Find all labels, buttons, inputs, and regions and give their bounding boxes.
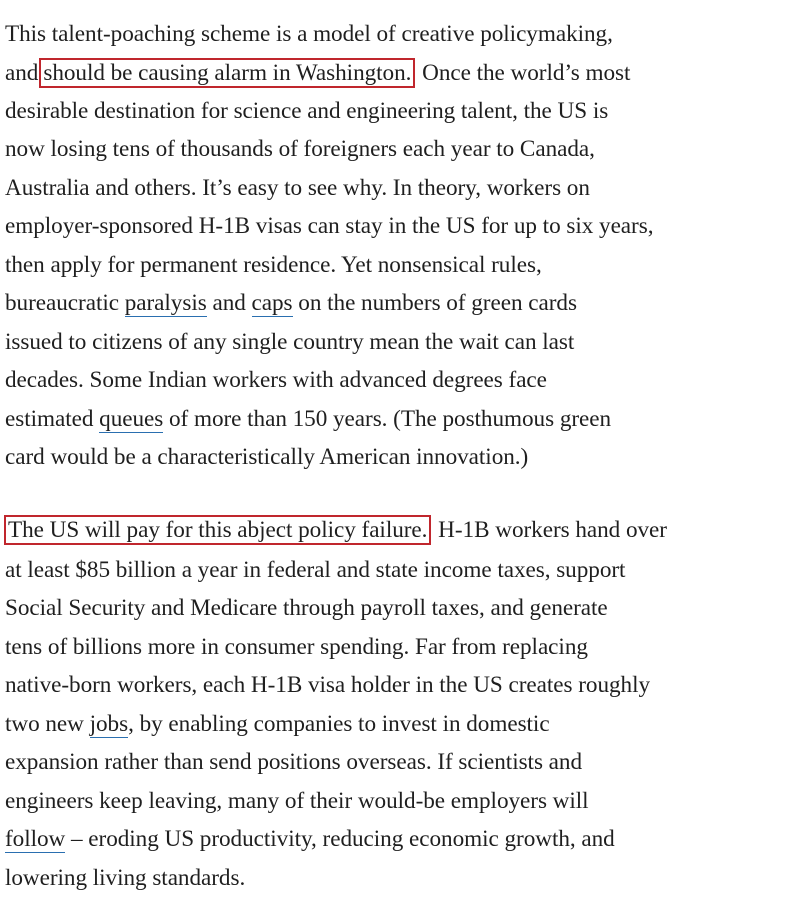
link-queues[interactable]: queues — [99, 406, 164, 432]
text-line: This talent-poaching scheme is a model of creative policymaking, — [5, 21, 613, 47]
text-line: native-born workers, each H-1B visa holder in the US creates roughly — [5, 672, 651, 698]
text-line: issued to citizens of any single country mean the wait can last — [5, 329, 575, 355]
text-line: card would be a characteristically American innovation.) — [5, 444, 529, 470]
text-line: at least $85 billion a year in federal and state income taxes, support — [5, 557, 626, 583]
text-fragment: H-1B workers hand over — [432, 517, 667, 543]
text-fragment: , by enabling companies to invest in domestic — [128, 711, 550, 737]
link-caps[interactable]: caps — [251, 290, 293, 316]
text-line: employer-sponsored H-1B visas can stay in the US for up to six years, — [5, 213, 654, 239]
text-line: Australia and others. It’s easy to see why. In theory, workers on — [5, 175, 590, 201]
text-line: lowering living standards. — [5, 865, 246, 891]
text-fragment: on the numbers of green cards — [292, 290, 577, 316]
text-fragment: and — [5, 60, 39, 86]
link-follow[interactable]: follow — [5, 826, 66, 852]
text-line — [5, 821, 615, 857]
text-line: decades. Some Indian workers with advanced degrees face — [5, 367, 547, 393]
text-line: expansion rather than send positions overseas. If scientists and — [5, 749, 582, 775]
text-fragment: bureaucratic — [5, 290, 125, 316]
text-line — [5, 285, 577, 321]
text-line: tens of billions more in consumer spending. Far from replacing — [5, 634, 588, 660]
text-fragment: – eroding US productivity, reducing economic growth, and — [65, 826, 615, 852]
link-paralysis[interactable]: paralysis — [124, 290, 207, 316]
text-fragment: two new — [5, 711, 90, 737]
text-line — [3, 512, 667, 548]
text-line — [5, 55, 630, 91]
text-line: then apply for permanent residence. Yet nonsensical rules, — [5, 252, 542, 278]
link-jobs[interactable]: jobs — [89, 711, 129, 737]
text-line — [5, 706, 550, 742]
text-line — [5, 401, 611, 437]
highlighted-phrase: should be causing alarm in Washington. — [39, 58, 415, 88]
highlighted-phrase: The US will pay for this abject policy failure. — [4, 515, 431, 545]
text-line: Social Security and Medicare through payroll taxes, and generate — [5, 595, 608, 621]
text-fragment: Once the world’s most — [416, 60, 631, 86]
text-fragment: of more than 150 years. (The posthumous green — [163, 406, 612, 432]
text-fragment: estimated — [5, 406, 100, 432]
text-fragment: and — [206, 290, 252, 316]
text-line: desirable destination for science and engineering talent, the US is — [5, 98, 609, 124]
text-line: now losing tens of thousands of foreigners each year to Canada, — [5, 136, 595, 162]
text-line: engineers keep leaving, many of their would-be employers will — [5, 788, 589, 814]
